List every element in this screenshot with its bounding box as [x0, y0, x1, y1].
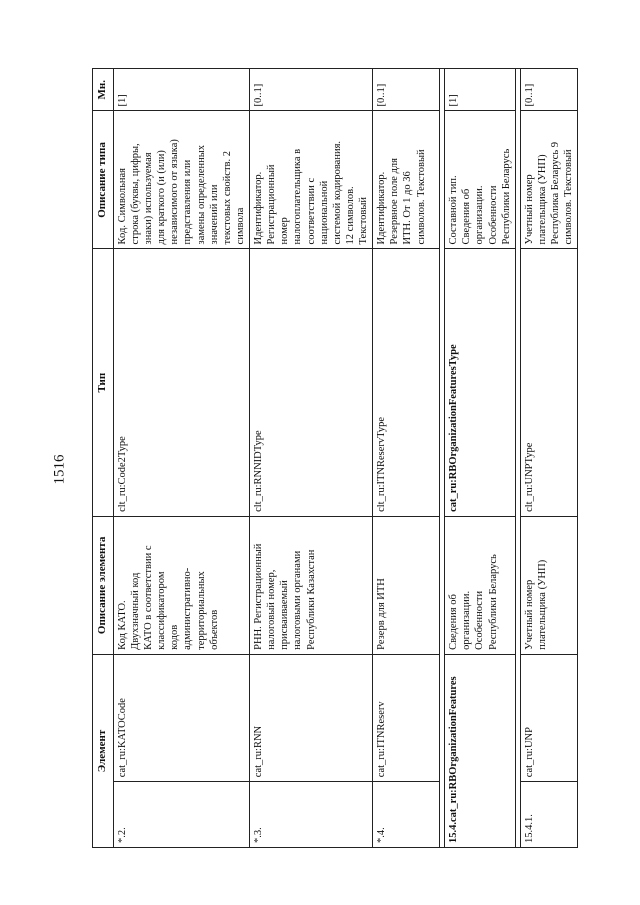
row-element: cat_ru:ITNReserv [373, 654, 440, 781]
row-element: cat_ru:RNN [250, 654, 373, 781]
table-row [520, 69, 578, 848]
row-index: *.3. [250, 782, 373, 848]
row-element-description: Учетный номер плательщика (УНП) [520, 516, 578, 654]
row-type-description: Код. Символьная строка (буквы, цифры, знаки) используемая для краткого (и (или) независимого от языка) представления или замены определенных значений или текстовых свойств. 2 символа [113, 111, 249, 249]
header-type-description: Описание типа [93, 111, 114, 249]
row-type-description: Идентификатор. Резервное поле для ИТН. От 1 до 36 символов. Текстовый [373, 111, 440, 249]
row-multiplicity: [0..1] [520, 69, 578, 111]
table-row [445, 69, 516, 848]
table-row [250, 69, 373, 848]
header-element: Элемент [93, 654, 114, 847]
page-number: 1516 [51, 454, 68, 485]
row-multiplicity: [0..1] [250, 69, 373, 111]
row-type-description: Учетный номер плательщика (УНП) Республика Беларусь 9 символов. Текстовый [520, 111, 578, 249]
row-type-description: Составной тип. Сведения об организации. Особенности Республики Беларусь [445, 111, 516, 249]
row-index: *.2. [113, 782, 249, 848]
row-type: clt_ru:UNPType [520, 249, 578, 516]
row-type: cat_ru:RBOrganizationFeaturesType [445, 249, 516, 516]
table-header-row [93, 69, 114, 848]
row-element: 15.4.cat_ru:RBOrganizationFeatures [445, 654, 516, 847]
table-row [113, 69, 249, 848]
row-type: clt_ru:ITNReservType [373, 249, 440, 516]
row-element-description: Сведения об организации. Особенности Республики Беларусь [445, 516, 516, 654]
schema-table-container [92, 68, 575, 848]
row-type: clt_ru:RNNIDType [250, 249, 373, 516]
row-element-description: РНН. Регистрационный налоговый номер, присваиваемый налоговыми органами Республики Казахстан [250, 516, 373, 654]
schema-table [92, 68, 578, 848]
header-element-description: Описание элемента [93, 516, 114, 654]
row-element-description: Резерв для ИТН [373, 516, 440, 654]
row-element: cat_ru:KATOCode [113, 654, 249, 781]
row-index: 15.4.1. [520, 782, 578, 848]
row-multiplicity: [0..1] [373, 69, 440, 111]
header-type: Тип [93, 249, 114, 516]
row-multiplicity: [1] [445, 69, 516, 111]
row-type-description: Идентификатор. Регистрационный номер налогоплательщика в соответствии с национальной системой кодирования. 12 символов. Текстовый [250, 111, 373, 249]
row-element-description: Код КАТО. Двухзначный код КАТО в соответствии с классификатором кодов административно- территориальных объектов [113, 516, 249, 654]
row-type: clt_ru:Code2Type [113, 249, 249, 516]
row-element: cat_ru:UNP [520, 654, 578, 781]
row-index: *.4. [373, 782, 440, 848]
table-row [373, 69, 440, 848]
row-multiplicity: [1] [113, 69, 249, 111]
header-multiplicity: Мн. [93, 69, 114, 111]
